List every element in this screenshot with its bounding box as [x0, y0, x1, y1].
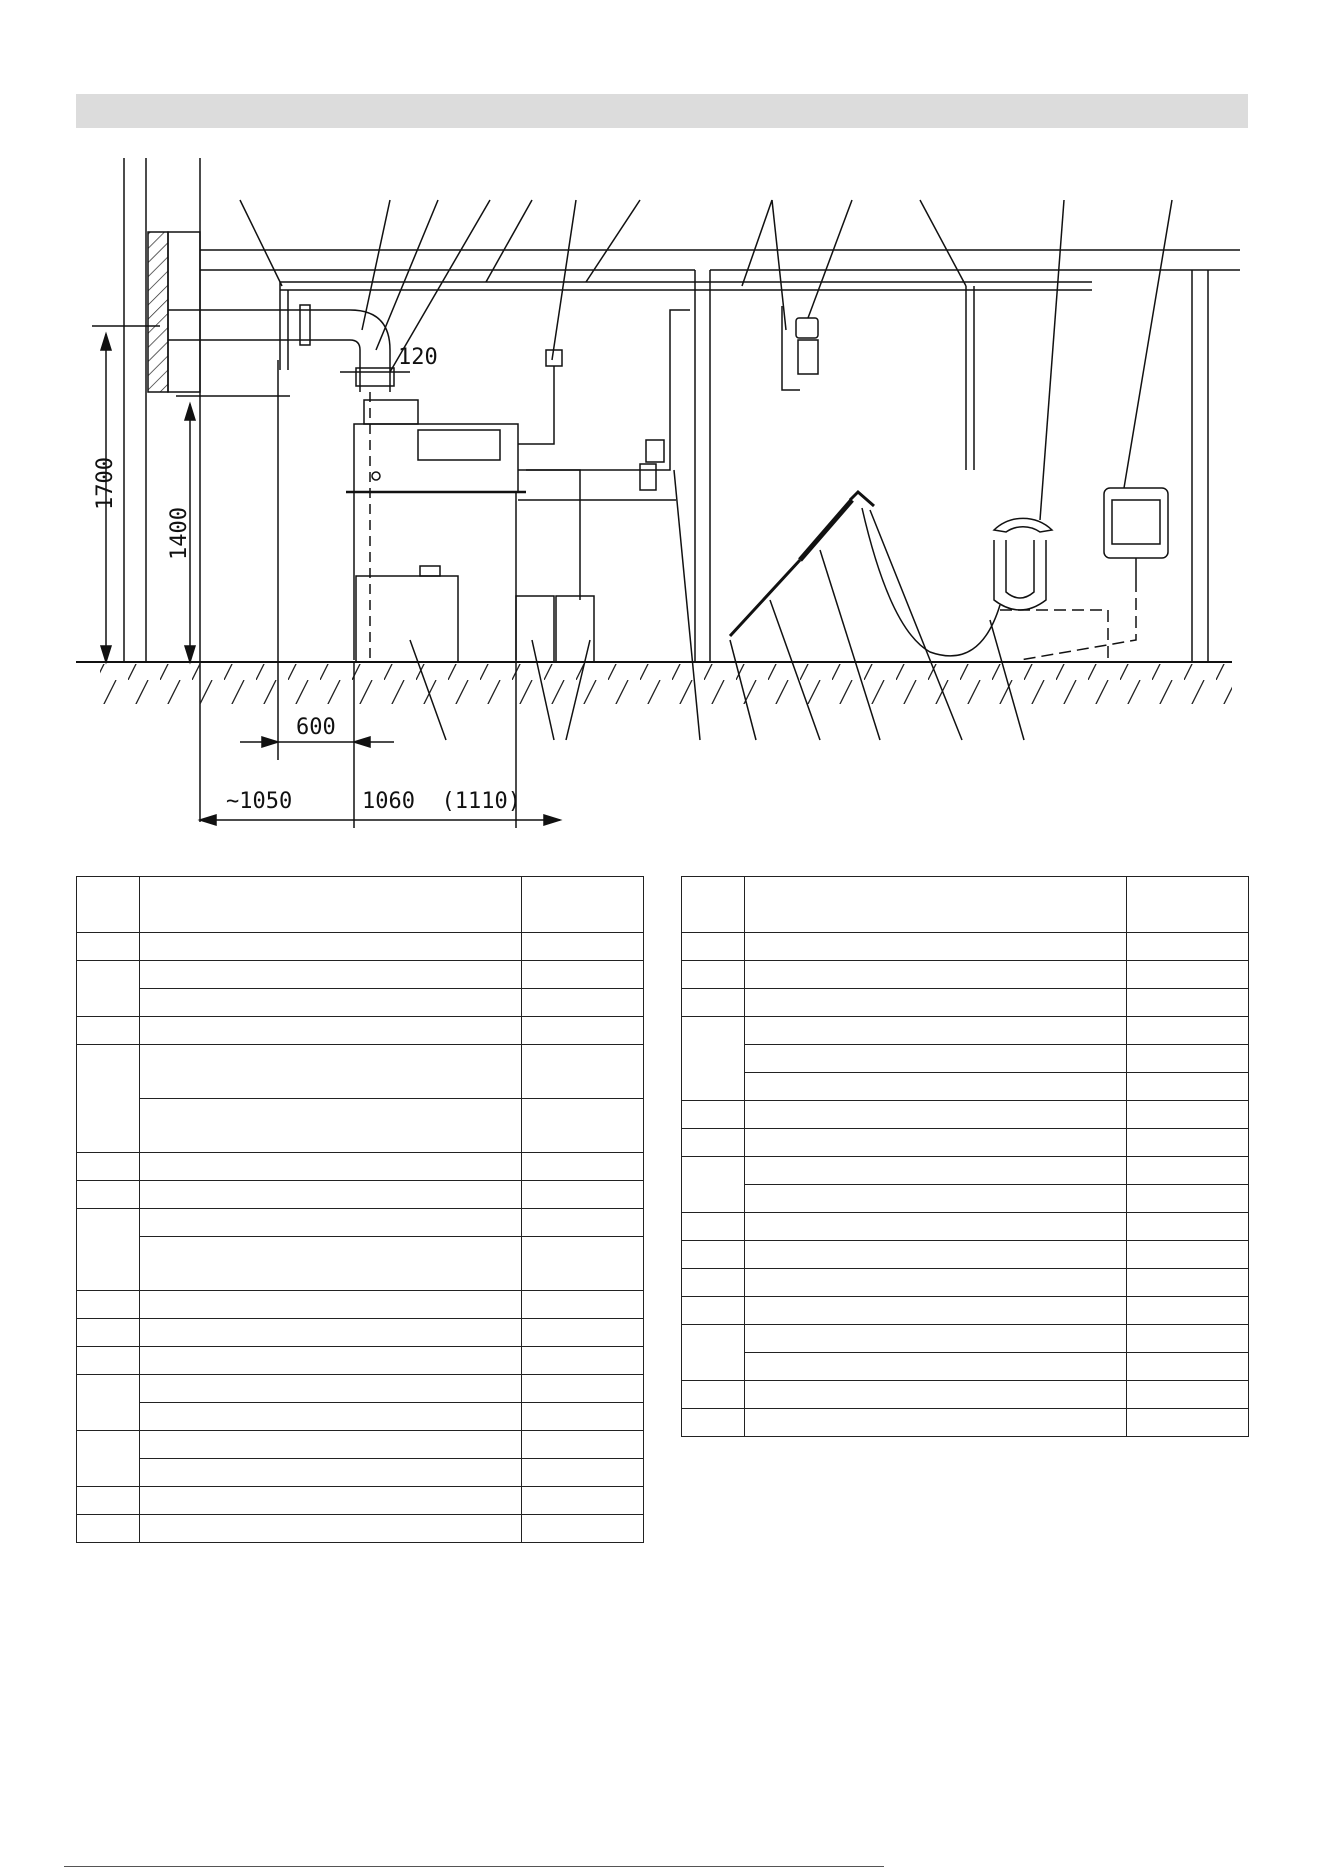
- table-row: [77, 1153, 644, 1181]
- item-number-cell: [682, 1409, 745, 1437]
- description-cell: [745, 961, 1127, 989]
- part-number-cell: [1127, 1325, 1249, 1353]
- wall-hatch: [148, 232, 168, 392]
- part-number-cell: [522, 933, 644, 961]
- description-cell: [140, 1487, 522, 1515]
- description-cell: [140, 1291, 522, 1319]
- description-cell: [140, 933, 522, 961]
- description-cell: [140, 1459, 522, 1487]
- item-number-cell: [682, 1129, 745, 1157]
- item-number-cell: [682, 989, 745, 1017]
- part-number-cell: [1127, 933, 1249, 961]
- part-number-cell: [1127, 989, 1249, 1017]
- dimension-600: 600: [296, 715, 336, 740]
- table-row: [682, 1101, 1249, 1129]
- part-number-cell: [522, 1291, 644, 1319]
- part-number-cell: [1127, 1381, 1249, 1409]
- description-cell: [140, 1319, 522, 1347]
- part-number-cell: [1127, 1269, 1249, 1297]
- table-row: [77, 933, 644, 961]
- table-row: [682, 1269, 1249, 1297]
- description-cell: [745, 1241, 1127, 1269]
- parts-table-left: [76, 876, 644, 1543]
- floor-hatch: [100, 664, 1232, 704]
- part-number-cell: [522, 1319, 644, 1347]
- item-number-cell: [77, 1209, 140, 1291]
- table-row: [77, 1237, 644, 1291]
- description-cell: [140, 1431, 522, 1459]
- part-number-cell: [522, 1431, 644, 1459]
- dimension-1700: 1700: [93, 457, 118, 510]
- dimension-1400: 1400: [167, 507, 192, 560]
- table-row: [77, 1291, 644, 1319]
- table-row: [77, 1017, 644, 1045]
- item-number-cell: [77, 1375, 140, 1431]
- item-number-cell: [682, 1325, 745, 1381]
- table-row: [682, 961, 1249, 989]
- column-header: [1127, 877, 1249, 933]
- part-number-cell: [522, 989, 644, 1017]
- description-cell: [140, 1017, 522, 1045]
- item-number-cell: [682, 1017, 745, 1101]
- part-number-cell: [1127, 1017, 1249, 1045]
- description-cell: [745, 1297, 1127, 1325]
- item-number-cell: [682, 1297, 745, 1325]
- item-number-cell: [77, 1017, 140, 1045]
- part-number-cell: [1127, 1129, 1249, 1157]
- installation-drawing: [0, 140, 1324, 840]
- description-cell: [745, 1045, 1127, 1073]
- table-row: [77, 1181, 644, 1209]
- item-number-cell: [682, 1381, 745, 1409]
- table-row: [77, 1487, 644, 1515]
- description-cell: [140, 1515, 522, 1543]
- part-number-cell: [1127, 1213, 1249, 1241]
- wall-control-unit: [1104, 488, 1168, 558]
- description-cell: [140, 989, 522, 1017]
- tank: [356, 576, 458, 662]
- item-number-cell: [77, 1515, 140, 1543]
- column-header: [77, 877, 140, 933]
- description-cell: [140, 961, 522, 989]
- table-row: [682, 1241, 1249, 1269]
- item-number-cell: [77, 961, 140, 1017]
- table-row: [77, 1403, 644, 1431]
- item-number-cell: [682, 1101, 745, 1129]
- item-number-cell: [682, 933, 745, 961]
- description-cell: [745, 1381, 1127, 1409]
- part-number-cell: [522, 961, 644, 989]
- part-number-cell: [1127, 1157, 1249, 1185]
- item-number-cell: [682, 1213, 745, 1241]
- part-number-cell: [522, 1181, 644, 1209]
- table-row: [77, 989, 644, 1017]
- footer-rule: [64, 1866, 884, 1867]
- description-cell: [745, 1353, 1127, 1381]
- description-cell: [140, 1237, 522, 1291]
- part-number-cell: [1127, 1241, 1249, 1269]
- item-number-cell: [682, 1269, 745, 1297]
- table-header-row: [77, 877, 644, 933]
- table-header-row: [682, 877, 1249, 933]
- item-number-cell: [77, 1319, 140, 1347]
- description-cell: [745, 1101, 1127, 1129]
- column-header: [140, 877, 522, 933]
- table-row: [682, 1017, 1249, 1045]
- description-cell: [140, 1209, 522, 1237]
- part-number-cell: [1127, 1101, 1249, 1129]
- part-number-cell: [1127, 1297, 1249, 1325]
- part-number-cell: [522, 1487, 644, 1515]
- item-number-cell: [77, 1347, 140, 1375]
- part-number-cell: [522, 1209, 644, 1237]
- canister-2: [556, 596, 594, 662]
- description-cell: [140, 1045, 522, 1099]
- table-row: [682, 1325, 1249, 1353]
- part-number-cell: [522, 1515, 644, 1543]
- table-row: [682, 1213, 1249, 1241]
- item-number-cell: [682, 1241, 745, 1269]
- item-number-cell: [77, 1291, 140, 1319]
- table-row: [682, 1157, 1249, 1185]
- table-row: [77, 1347, 644, 1375]
- dimension-1050: ~1050: [226, 789, 293, 814]
- dimension-1060: 1060 (1110): [362, 789, 521, 814]
- table-row: [77, 1099, 644, 1153]
- table-row: [682, 1129, 1249, 1157]
- part-number-cell: [522, 1099, 644, 1153]
- description-cell: [745, 1269, 1127, 1297]
- column-header: [745, 877, 1127, 933]
- part-number-cell: [1127, 1045, 1249, 1073]
- table-row: [77, 1375, 644, 1403]
- table-row: [682, 989, 1249, 1017]
- table-row: [682, 1381, 1249, 1409]
- description-cell: [745, 1073, 1127, 1101]
- item-number-cell: [77, 1181, 140, 1209]
- description-cell: [140, 1181, 522, 1209]
- description-cell: [745, 1129, 1127, 1157]
- table-row: [682, 1073, 1249, 1101]
- table-row: [77, 1431, 644, 1459]
- table-row: [77, 1045, 644, 1099]
- part-number-cell: [522, 1459, 644, 1487]
- description-cell: [745, 1185, 1127, 1213]
- part-number-cell: [522, 1403, 644, 1431]
- item-number-cell: [77, 1431, 140, 1487]
- part-number-cell: [1127, 1185, 1249, 1213]
- item-number-cell: [682, 961, 745, 989]
- column-header: [682, 877, 745, 933]
- description-cell: [140, 1403, 522, 1431]
- description-cell: [745, 1017, 1127, 1045]
- parts-table-right: [681, 876, 1249, 1437]
- part-number-cell: [522, 1237, 644, 1291]
- table-row: [77, 1515, 644, 1543]
- section-header-bar: [76, 94, 1248, 128]
- item-number-cell: [77, 1153, 140, 1181]
- part-number-cell: [522, 1045, 644, 1099]
- description-cell: [140, 1375, 522, 1403]
- description-cell: [745, 933, 1127, 961]
- part-number-cell: [522, 1375, 644, 1403]
- description-cell: [140, 1347, 522, 1375]
- table-row: [682, 1409, 1249, 1437]
- wall-chimney-opening: [168, 232, 200, 392]
- table-row: [77, 1209, 644, 1237]
- item-number-cell: [77, 933, 140, 961]
- table-row: [682, 933, 1249, 961]
- table-row: [682, 1353, 1249, 1381]
- part-number-cell: [522, 1347, 644, 1375]
- description-cell: [140, 1153, 522, 1181]
- table-row: [682, 1045, 1249, 1073]
- table-row: [77, 1319, 644, 1347]
- description-cell: [140, 1099, 522, 1153]
- item-number-cell: [77, 1045, 140, 1153]
- part-number-cell: [1127, 1409, 1249, 1437]
- description-cell: [745, 1409, 1127, 1437]
- item-number-cell: [77, 1487, 140, 1515]
- part-number-cell: [1127, 1353, 1249, 1381]
- description-cell: [745, 1325, 1127, 1353]
- dimension-120: 120: [398, 345, 438, 370]
- description-cell: [745, 1213, 1127, 1241]
- heater-machine: [354, 424, 518, 492]
- part-number-cell: [1127, 1073, 1249, 1101]
- table-row: [77, 1459, 644, 1487]
- table-row: [682, 1185, 1249, 1213]
- column-header: [522, 877, 644, 933]
- part-number-cell: [1127, 961, 1249, 989]
- part-number-cell: [522, 1153, 644, 1181]
- part-number-cell: [522, 1017, 644, 1045]
- description-cell: [745, 1157, 1127, 1185]
- description-cell: [745, 989, 1127, 1017]
- table-row: [682, 1297, 1249, 1325]
- table-row: [77, 961, 644, 989]
- item-number-cell: [682, 1157, 745, 1213]
